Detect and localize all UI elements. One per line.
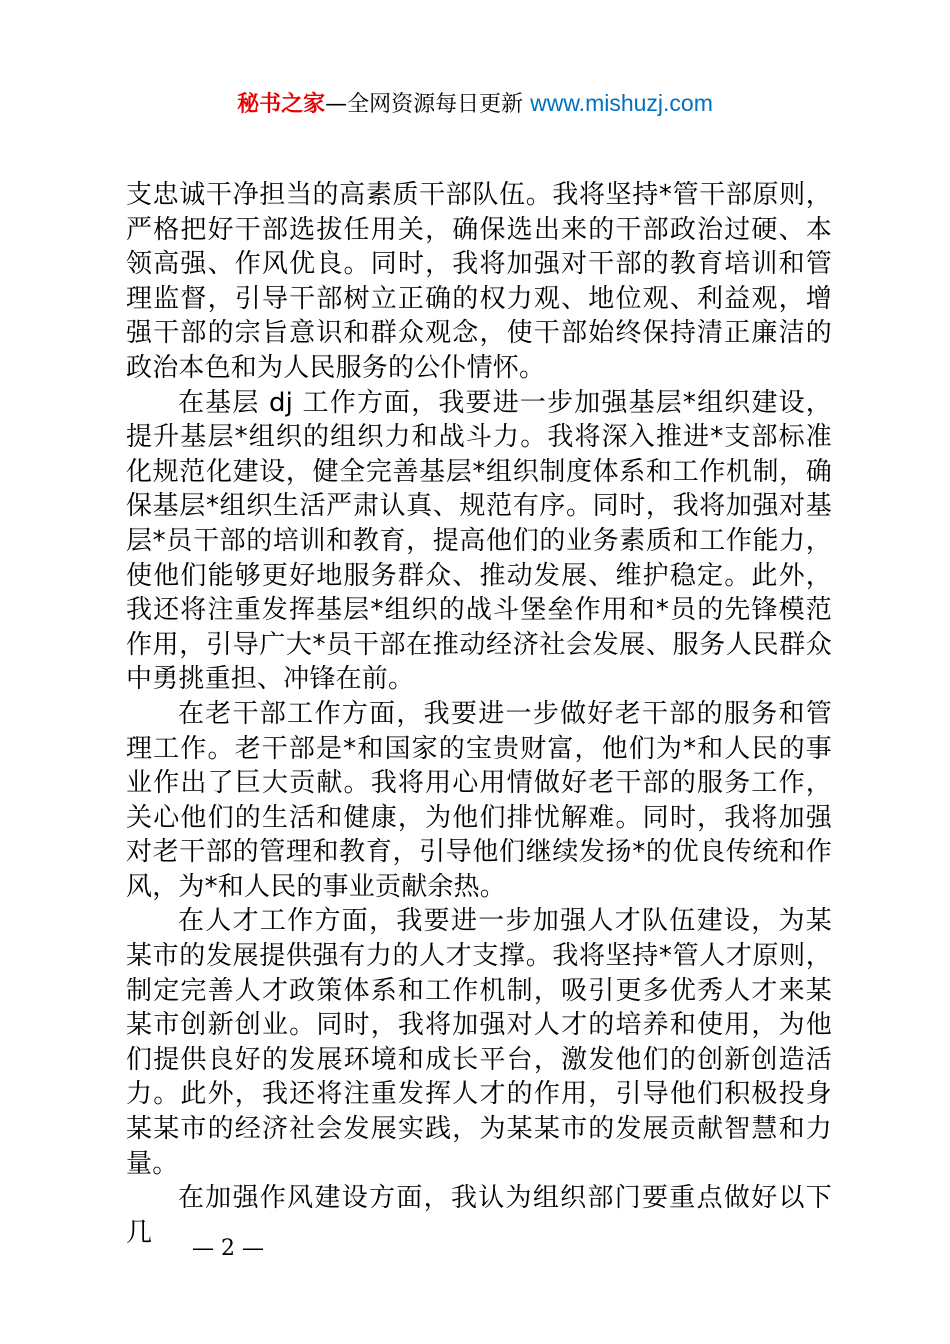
site-brand: 秘书之家: [237, 92, 326, 117]
paragraph-talent: 在人才工作方面，我要进一步加强人才队伍建设，为某某市的发展提供强有力的人才支撑。我将坚持*管人才原则，制定完善人才政策体系和工作机制，吸引更多优秀人才来某某市创新创业。同时，我将加强对人才的培养和使用，为他们提供良好的发展环境和成长平台，激发他们的创新创造活力。此外，我还将注重发挥人才的作用，引导他们积极投身某某市的经济社会发展实践，为某某市的发展贡献智慧和力量。: [126, 906, 832, 1179]
site-tagline: —全网资源每日更新: [325, 92, 531, 117]
site-header: [0, 86, 950, 122]
paragraph-grassroots: 在基层 dj 工作方面，我要进一步加强基层*组织建设，提升基层*组织的组织力和战斗力。我将深入推进*支部标准化规范化建设，健全完善基层*组织制度体系和工作机制，确保基层*组织生活严肃认真、规范有序。同时，我将加强对基层*员干部的培训和教育，提高他们的业务素质和工作能力，使他们能够更好地服务群众、推动发展、维护稳定。此外，我还将注重发挥基层*组织的战斗堡垒作用和*员的先锋模范作用，引导广大*员干部在推动经济社会发展、服务人民群众中勇挑重担、冲锋在前。: [126, 387, 832, 695]
document-body: [126, 178, 832, 1250]
paragraph-veteran-cadres: 在老干部工作方面，我要进一步做好老干部的服务和管理工作。老干部是*和国家的宝贵财富，他们为*和人民的事业作出了巨大贡献。我将用心用情做好老干部的服务工作，关心他们的生活和健康，为他们排忧解难。同时，我将加强对老干部的管理和教育，引导他们继续发扬*的优良传统和作风，为*和人民的事业贡献余热。: [126, 698, 832, 902]
site-url-link[interactable]: www.mishuzj.com: [530, 90, 713, 116]
paragraph-continuation: 支忠诚干净担当的高素质干部队伍。我将坚持*管干部原则，严格把好干部选拔任用关，确保选出来的干部政治过硬、本领高强、作风优良。同时，我将加强对干部的教育培训和管理监督，引导干部树立正确的权力观、地位观、利益观，增强干部的宗旨意识和群众观念，使干部始终保持清正廉洁的政治本色和为人民服务的公仆情怀。: [126, 180, 832, 383]
paragraph-work-style: 在加强作风建设方面，我认为组织部门要重点做好以下几: [126, 1183, 832, 1248]
page-number: — 2 —: [192, 1236, 264, 1261]
